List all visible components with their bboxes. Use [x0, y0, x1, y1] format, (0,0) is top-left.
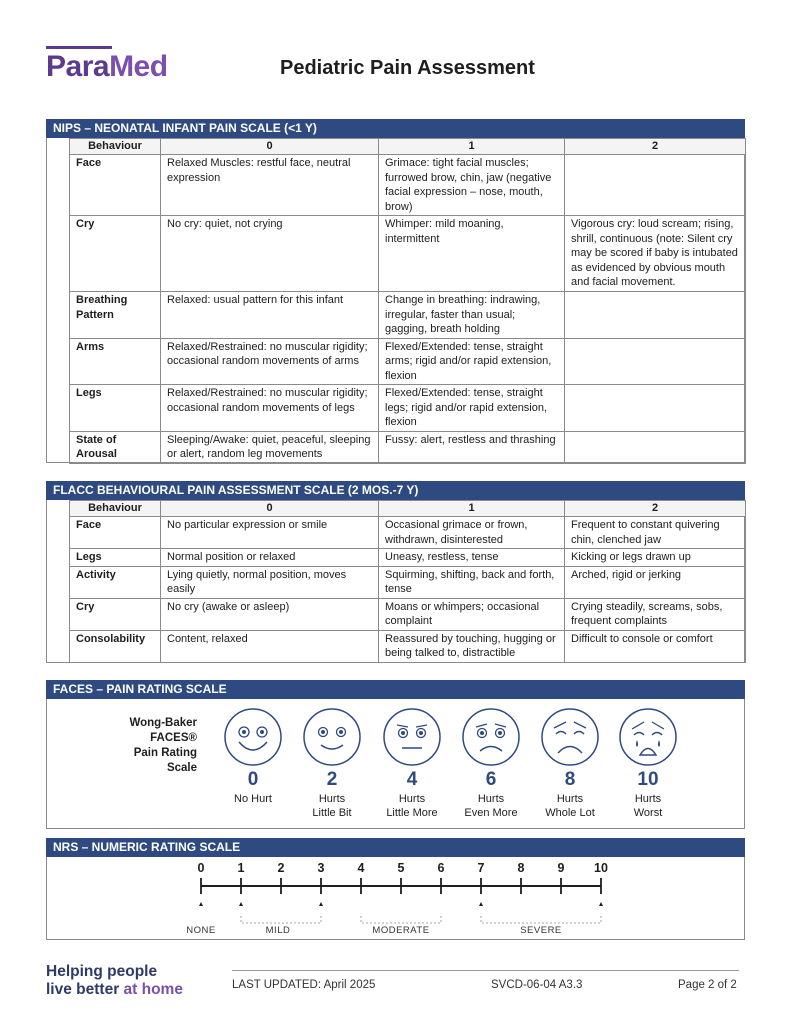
- flacc-header: FLACC BEHAVIOURAL PAIN ASSESSMENT SCALE (2 MOS.-7 Y): [46, 481, 745, 500]
- logo-para: Para: [46, 50, 110, 83]
- table-row: [70, 338, 746, 385]
- nips-table: [69, 138, 746, 464]
- face-desc-line: No Hurt: [234, 793, 272, 805]
- face-desc-line: Hurts: [634, 793, 662, 805]
- face-desc-line: Worst: [633, 807, 663, 819]
- face-desc-line: Whole Lot: [545, 807, 595, 819]
- cell: Grimace: tight facial muscles; furrowed brow, chin, jaw (negative facial expression – nose, mouth, brow): [379, 155, 565, 216]
- row-label: Breathing Pattern: [70, 292, 161, 339]
- face-desc: [372, 792, 452, 820]
- face-item-8: [530, 706, 610, 820]
- cell: [565, 155, 746, 216]
- cell: Change in breathing: indrawing, irregular, faster than usual; gagging, breath holding: [379, 292, 565, 339]
- face-desc-line: Hurts: [398, 793, 426, 805]
- cell: Kicking or legs drawn up: [565, 549, 746, 567]
- cell: Crying steadily, screams, sobs, frequent complaints: [565, 598, 746, 630]
- cell: Relaxed/Restrained: no muscular rigidity; occasional random movements of arms: [161, 338, 379, 385]
- face-item-6: [451, 706, 531, 820]
- cell: Moans or whimpers; occasional complaint: [379, 598, 565, 630]
- face-desc-line: Little Bit: [312, 807, 352, 819]
- nrs-tick-label: 0: [197, 861, 205, 875]
- cell: Difficult to console or comfort: [565, 630, 746, 662]
- cell: Relaxed: usual pattern for this infant: [161, 292, 379, 339]
- nrs-band-arrows: [199, 902, 603, 906]
- cell: No cry (awake or asleep): [161, 598, 379, 630]
- face-item-0: [213, 706, 293, 806]
- wong-baker-label-line: Wong-Baker: [129, 717, 197, 729]
- col-score-1: 1: [379, 501, 565, 517]
- nrs-tick-label: 7: [477, 861, 485, 875]
- cell: [565, 292, 746, 339]
- row-label: Activity: [70, 566, 161, 598]
- flacc-header-row: [70, 501, 746, 517]
- table-row: [70, 630, 746, 662]
- nrs-band-severe: SEVERE: [520, 925, 562, 936]
- cell: Whimper: mild moaning, intermittent: [379, 216, 565, 292]
- col-score-0: 0: [161, 139, 379, 155]
- faces-header: FACES – PAIN RATING SCALE: [46, 680, 745, 699]
- nrs-band-brackets: [241, 916, 601, 923]
- cell: Uneasy, restless, tense: [379, 549, 565, 567]
- face-item-4: [372, 706, 452, 820]
- face-hurts-whole-lot-icon: [539, 706, 601, 768]
- row-label: State of Arousal: [70, 431, 161, 463]
- table-row: [70, 549, 746, 567]
- tagline-line1: Helping people: [46, 963, 158, 980]
- col-behaviour: Behaviour: [70, 139, 161, 155]
- logo-med: Med: [109, 50, 168, 83]
- cell: Lying quietly, normal position, moves easily: [161, 566, 379, 598]
- col-score-1: 1: [379, 139, 565, 155]
- cell: Normal position or relaxed: [161, 549, 379, 567]
- row-label: Cry: [70, 598, 161, 630]
- footer-page-number: Page 2 of 2: [678, 979, 737, 991]
- nips-header: NIPS – NEONATAL INFANT PAIN SCALE (<1 Y): [46, 119, 745, 138]
- nrs-tick-label: 9: [557, 861, 565, 875]
- cell: Sleeping/Awake: quiet, peaceful, sleeping or alert, random leg movements: [161, 431, 379, 463]
- row-label: Face: [70, 517, 161, 549]
- nrs-tick-label: 6: [437, 861, 445, 875]
- nips-section: [46, 119, 745, 463]
- cell: Content, relaxed: [161, 630, 379, 662]
- face-value: 2: [326, 769, 338, 790]
- cell: Frequent to constant quivering chin, clenched jaw: [565, 517, 746, 549]
- row-label: Consolability: [70, 630, 161, 662]
- document-title: Pediatric Pain Assessment: [280, 57, 535, 79]
- face-desc: [213, 792, 293, 806]
- table-row: [70, 292, 746, 339]
- face-value: 10: [637, 769, 659, 790]
- cell: Relaxed/Restrained: no muscular rigidity; occasional random movements of legs: [161, 385, 379, 432]
- face-desc-line: Little More: [386, 807, 438, 819]
- nrs-band-moderate: MODERATE: [372, 925, 430, 936]
- flacc-table: [69, 500, 746, 663]
- face-hurts-little-more-icon: [381, 706, 443, 768]
- nrs-ticks: [198, 861, 608, 894]
- table-row: [70, 385, 746, 432]
- row-label: Cry: [70, 216, 161, 292]
- face-desc-line: Even More: [464, 807, 518, 819]
- nrs-tick-label: 5: [397, 861, 405, 875]
- cell: Occasional grimace or frown, withdrawn, disinterested: [379, 517, 565, 549]
- table-row: [70, 517, 746, 549]
- nips-header-row: [70, 139, 746, 155]
- cell: Arched, rigid or jerking: [565, 566, 746, 598]
- face-value: 4: [406, 769, 418, 790]
- row-label: Face: [70, 155, 161, 216]
- nrs-tick-label: 2: [277, 861, 285, 875]
- nrs-tick-label: 10: [594, 861, 608, 875]
- cell: Fussy: alert, restless and thrashing: [379, 431, 565, 463]
- face-desc: [530, 792, 610, 820]
- cell: Vigorous cry: loud scream; rising, shrill, continuous (note: Silent cry may be scored if baby is intubated as evidenced by obvious mouth and facial movement.: [565, 216, 746, 292]
- table-row: [70, 566, 746, 598]
- face-hurts-even-more-icon: [460, 706, 522, 768]
- row-label: Legs: [70, 549, 161, 567]
- cell: [565, 338, 746, 385]
- nrs-band-mild: MILD: [265, 925, 291, 936]
- cell: No particular expression or smile: [161, 517, 379, 549]
- cell: [565, 385, 746, 432]
- nrs-header: NRS – NUMERIC RATING SCALE: [46, 838, 745, 857]
- face-hurts-worst-icon: [617, 706, 679, 768]
- nrs-section: [46, 838, 745, 940]
- face-desc: [292, 792, 372, 820]
- footer-tagline: [46, 963, 183, 999]
- col-score-2: 2: [565, 501, 746, 517]
- face-value: 0: [247, 769, 259, 790]
- cell: [565, 431, 746, 463]
- row-label: Legs: [70, 385, 161, 432]
- table-row: [70, 598, 746, 630]
- cell: Flexed/Extended: tense, straight legs; rigid and/or rapid extension, flexion: [379, 385, 565, 432]
- nrs-tick-label: 4: [357, 861, 365, 875]
- col-behaviour: Behaviour: [70, 501, 161, 517]
- face-desc-line: Hurts: [477, 793, 505, 805]
- table-row: [70, 155, 746, 216]
- cell: Flexed/Extended: tense, straight arms; rigid and/or rapid extension, flexion: [379, 338, 565, 385]
- cell: Reassured by touching, hugging or being talked to, distractible: [379, 630, 565, 662]
- nrs-tick-label: 8: [517, 861, 525, 875]
- cell: No cry: quiet, not crying: [161, 216, 379, 292]
- logo-text: [46, 52, 168, 82]
- wong-baker-label-line: FACES®: [150, 732, 197, 744]
- footer-divider: [232, 970, 739, 971]
- faces-section: [46, 680, 745, 829]
- face-desc: [451, 792, 531, 820]
- face-desc: [608, 792, 688, 820]
- wong-baker-label-line: Pain Rating: [133, 747, 197, 759]
- col-score-0: 0: [161, 501, 379, 517]
- nrs-tick-label: 1: [237, 861, 245, 875]
- cell: Relaxed Muscles: restful face, neutral expression: [161, 155, 379, 216]
- footer-doc-code: SVCD-06-04 A3.3: [491, 979, 583, 991]
- numeric-rating-scale: [47, 857, 744, 939]
- table-row: [70, 431, 746, 463]
- wong-baker-label: [87, 716, 197, 776]
- tagline-line2-b: at home: [123, 981, 183, 998]
- face-value: 6: [485, 769, 497, 790]
- cell: Squirming, shifting, back and forth, tense: [379, 566, 565, 598]
- face-no-hurt-icon: [222, 706, 284, 768]
- face-desc-line: Hurts: [556, 793, 584, 805]
- logo-accent-bar: [46, 46, 112, 49]
- nrs-tick-label: 3: [317, 861, 325, 875]
- face-item-10: [608, 706, 688, 820]
- col-score-2: 2: [565, 139, 746, 155]
- face-desc-line: Hurts: [318, 793, 346, 805]
- flacc-section: [46, 481, 745, 663]
- row-label: Arms: [70, 338, 161, 385]
- face-value: 8: [564, 769, 576, 790]
- face-hurts-little-bit-icon: [301, 706, 363, 768]
- wong-baker-label-line: Scale: [166, 762, 197, 774]
- footer-last-updated: LAST UPDATED: April 2025: [232, 979, 376, 991]
- nrs-band-none: NONE: [186, 925, 216, 936]
- face-item-2: [292, 706, 372, 820]
- tagline-line2: [46, 981, 183, 999]
- paramed-logo: [46, 46, 168, 82]
- tagline-line2-a: live better: [46, 981, 124, 998]
- table-row: [70, 216, 746, 292]
